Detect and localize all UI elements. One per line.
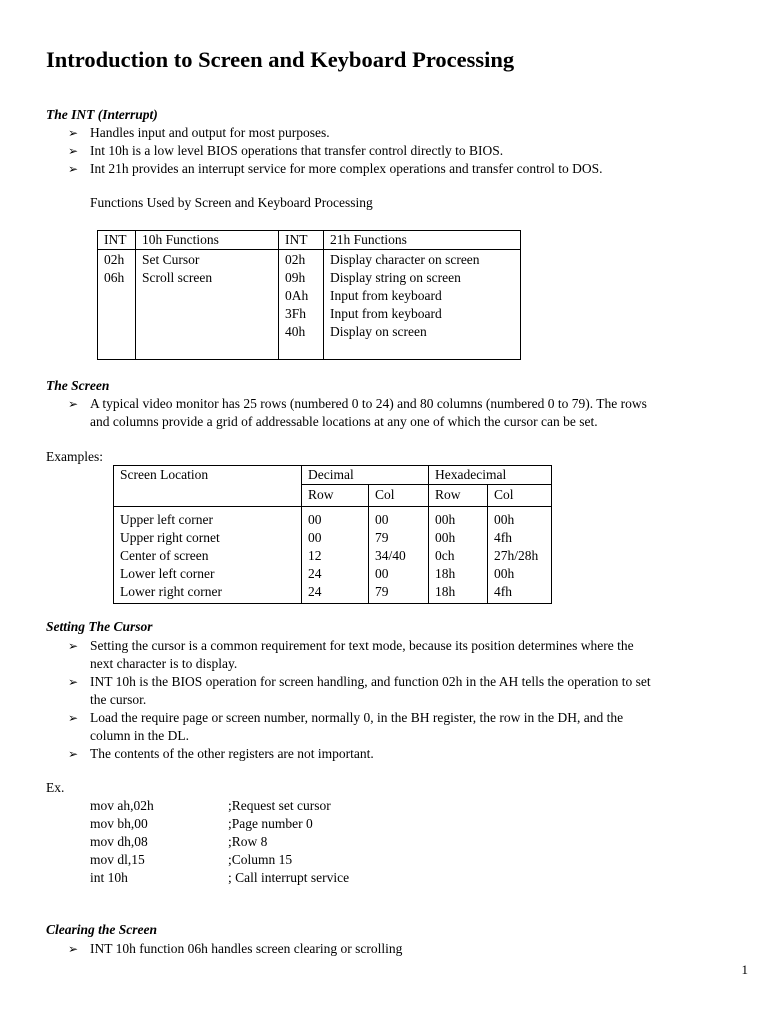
code-instruction: int 10h (90, 870, 128, 885)
table-cell: 00 (375, 566, 389, 581)
cursor-bullet-list (68, 637, 728, 763)
code-line (90, 869, 349, 887)
table-cell: 06h (104, 270, 125, 285)
table-cell: 00h (435, 512, 456, 527)
table-cell: 00 (308, 530, 322, 545)
table-header: Screen Location (114, 466, 302, 507)
table-header: 21h Functions (324, 231, 521, 250)
list-item-line: the cursor. (90, 692, 147, 707)
int10-functions-cell (136, 250, 279, 360)
table-cell: Center of screen (120, 548, 209, 563)
screen-bullet-list (68, 395, 728, 431)
table-cell: 24 (308, 584, 322, 599)
table-cell: Scroll screen (142, 270, 213, 285)
list-item: ➢ Int 21h provides an interrupt service for more complex operations and transfer control to DOS. (68, 160, 728, 178)
table-cell: 00 (308, 512, 322, 527)
decimal-col-cell (369, 507, 429, 604)
table-cell: 0Ah (285, 288, 309, 303)
table-header: 10h Functions (136, 231, 279, 250)
hex-row-cell (429, 507, 488, 604)
table-cell: Display on screen (330, 324, 427, 339)
table-cell: 09h (285, 270, 306, 285)
table-cell: 00h (494, 566, 515, 581)
list-item (68, 673, 728, 709)
table-cell: 4fh (494, 530, 512, 545)
page-number: 1 (741, 962, 748, 977)
list-item (68, 395, 728, 431)
list-item (68, 745, 728, 763)
list-item: ➢ Handles input and output for most purposes. (68, 124, 728, 142)
code-line (90, 797, 349, 815)
code-line (90, 815, 349, 833)
table-cell: 79 (375, 530, 389, 545)
table-cell: Upper left corner (120, 512, 213, 527)
list-item-line: column in the DL. (90, 728, 189, 743)
table-header: Hexadecimal (429, 466, 552, 485)
hex-col-cell (488, 507, 552, 604)
table-cell: 02h (285, 252, 306, 267)
table-cell: 34/40 (375, 548, 406, 563)
table-cell: 18h (435, 566, 456, 581)
table-cell: 27h/28h (494, 548, 539, 563)
table-cell: Input from keyboard (330, 288, 442, 303)
section-heading-cursor: Setting The Cursor (46, 619, 153, 634)
table-cell: Lower left corner (120, 566, 215, 581)
table-header: Decimal (302, 466, 429, 485)
functions-caption: Functions Used by Screen and Keyboard Processing (90, 195, 373, 210)
table-cell: 12 (308, 548, 322, 563)
code-line (90, 851, 349, 869)
code-example (90, 797, 349, 887)
code-comment: ;Page number 0 (228, 816, 313, 831)
list-item-line: ➢ The contents of the other registers are not important. (90, 746, 374, 761)
code-instruction: mov bh,00 (90, 816, 148, 831)
table-cell: 00h (435, 530, 456, 545)
table-cell: 18h (435, 584, 456, 599)
page-title: Introduction to Screen and Keyboard Processing (46, 47, 515, 72)
int-bullet-list (68, 124, 728, 178)
table-cell: Display character on screen (330, 252, 480, 267)
code-comment: ;Column 15 (228, 852, 293, 867)
table-cell: Display string on screen (330, 270, 461, 285)
table-cell: 00 (375, 512, 389, 527)
table-cell: 3Fh (285, 306, 307, 321)
code-comment: ; Call interrupt service (228, 870, 350, 885)
list-item (68, 637, 728, 673)
examples-label: Examples: (46, 449, 103, 464)
list-item: ➢ Int 10h is a low level BIOS operations that transfer control directly to BIOS. (68, 142, 728, 160)
table-cell: 0ch (435, 548, 455, 563)
table-cell: 40h (285, 324, 306, 339)
table-subheader: Col (369, 485, 429, 507)
code-line (90, 833, 349, 851)
code-instruction: mov dl,15 (90, 852, 145, 867)
list-item-line: next character is to display. (90, 656, 238, 671)
code-comment: ;Row 8 (228, 834, 268, 849)
list-item: ➢ INT 10h function 06h handles screen clearing or scrolling (68, 940, 728, 958)
table-cell: Input from keyboard (330, 306, 442, 321)
section-heading-screen: The Screen (46, 378, 110, 393)
table-header: INT (279, 231, 324, 250)
functions-table (97, 230, 521, 360)
table-subheader: Col (488, 485, 552, 507)
table-subheader: Row (302, 485, 369, 507)
list-item-line: and columns provide a grid of addressable locations at any one of which the cursor can be set. (90, 414, 598, 429)
table-cell: Upper right cornet (120, 530, 220, 545)
int21-functions-cell (324, 250, 521, 360)
int10-codes-cell (98, 250, 136, 360)
code-instruction: mov ah,02h (90, 798, 154, 813)
table-cell: 02h (104, 252, 125, 267)
table-cell: Set Cursor (142, 252, 200, 267)
list-item-line: ➢ Load the require page or screen number, normally 0, in the BH register, the row in the DH, and the (90, 710, 624, 725)
table-cell: 79 (375, 584, 389, 599)
section-heading-clear: Clearing the Screen (46, 922, 158, 937)
list-item-line: ➢ INT 10h is the BIOS operation for screen handling, and function 02h in the AH tells the operation to set (90, 674, 651, 689)
int21-codes-cell (279, 250, 324, 360)
decimal-row-cell (302, 507, 369, 604)
ex-label: Ex. (46, 780, 65, 795)
table-subheader: Row (429, 485, 488, 507)
locations-cell (114, 507, 302, 604)
list-item-line: ➢ Setting the cursor is a common requirement for text mode, because its position determines where the (90, 638, 634, 653)
list-item-line: ➢ A typical video monitor has 25 rows (numbered 0 to 24) and 80 columns (numbered 0 to 79). The rows (90, 396, 647, 411)
screen-location-table (113, 465, 552, 604)
table-cell: 4fh (494, 584, 512, 599)
code-instruction: mov dh,08 (90, 834, 148, 849)
clear-bullet-list (68, 940, 728, 958)
table-cell: 24 (308, 566, 322, 581)
section-heading-int: The INT (Interrupt) (46, 107, 158, 122)
code-comment: ;Request set cursor (228, 798, 331, 813)
table-header: INT (98, 231, 136, 250)
table-cell: 00h (494, 512, 515, 527)
list-item (68, 709, 728, 745)
table-cell: Lower right corner (120, 584, 222, 599)
